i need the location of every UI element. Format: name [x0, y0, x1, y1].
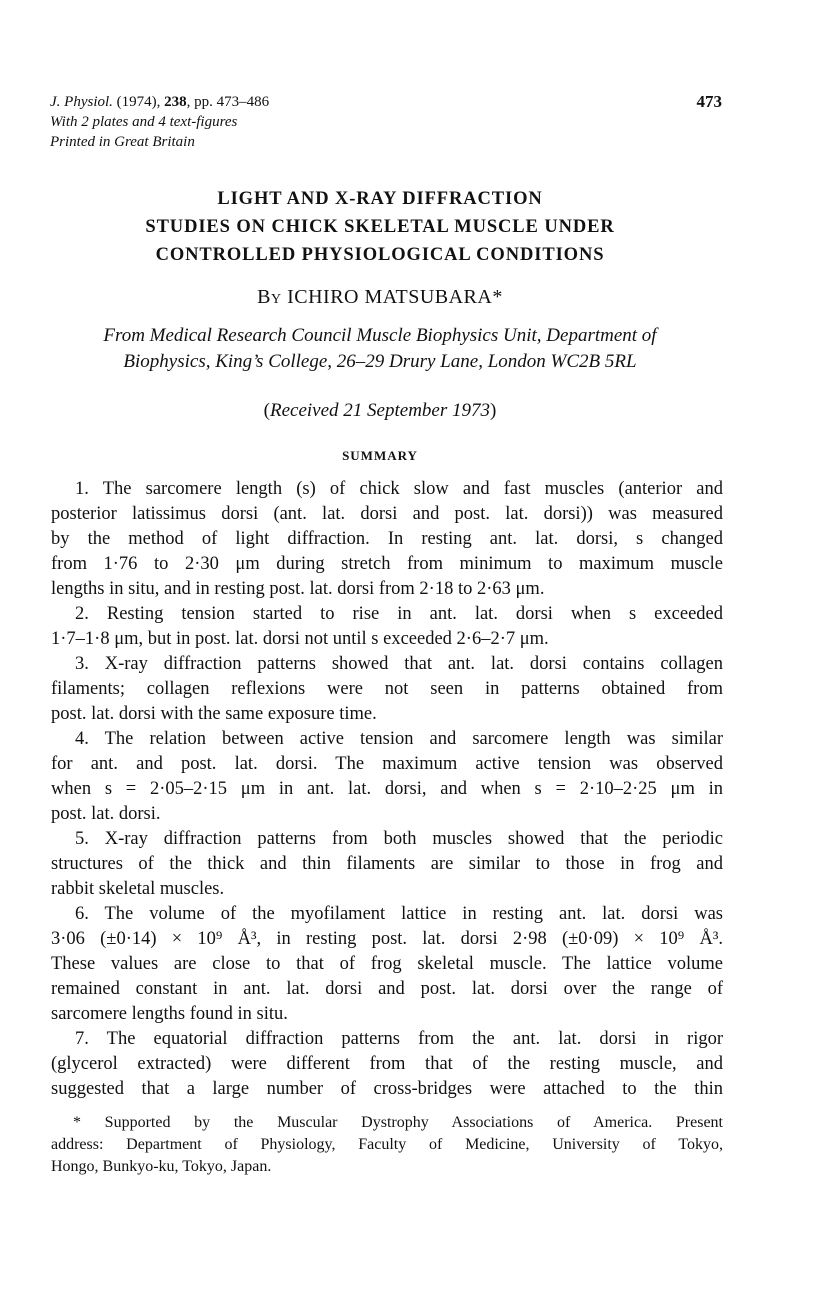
summary-line: These values are close to that of frog skeletal muscle. The lattice volume: [51, 954, 723, 974]
summary-line: 4. The relation between active tension and sarcomere length was similar: [75, 729, 723, 749]
summary-line: rabbit skeletal muscles.: [51, 879, 225, 899]
summary-line: for ant. and post. lat. dorsi. The maximum active tension was observed: [51, 754, 723, 774]
summary-line: posterior latissimus dorsi (ant. lat. dorsi and post. lat. dorsi)) was measured: [51, 504, 723, 524]
author-name: ICHIRO MATSUBARA*: [281, 286, 503, 308]
summary-line: 1. The sarcomere length (s) of chick slow and fast muscles (anterior and: [75, 479, 723, 499]
journal-pages: , pp. 473–486: [186, 94, 270, 110]
summary-line: suggested that a large number of cross-bridges were attached to the thin: [51, 1079, 723, 1099]
summary-line: by the method of light diffraction. In resting ant. lat. dorsi, s changed: [51, 529, 723, 549]
summary-line: structures of the thick and thin filaments are similar to those in frog and: [51, 854, 723, 874]
page-number: 473: [696, 92, 722, 111]
summary-line: 6. The volume of the myofilament lattice in resting ant. lat. dorsi was: [75, 904, 723, 924]
summary-line: 7. The equatorial diffraction patterns from the ant. lat. dorsi in rigor: [75, 1029, 723, 1049]
author-byline: [60, 286, 700, 309]
affiliation-line: Biophysics, King’s College, 26–29 Drury Lane, London WC2B 5RL: [123, 351, 637, 372]
footnote-line: * Supported by the Muscular Dystrophy Associations of America. Present: [73, 1114, 723, 1131]
journal-abbrev: J. Physiol.: [50, 94, 113, 110]
summary-heading: SUMMARY: [342, 448, 418, 463]
printed-line: Printed in Great Britain: [50, 134, 195, 150]
summary-line: 3. X-ray diffraction patterns showed that ant. lat. dorsi contains collagen: [75, 654, 723, 674]
summary-line: 2. Resting tension started to rise in ant. lat. dorsi when s exceeded: [75, 604, 723, 624]
article-title: [60, 185, 700, 269]
summary-line: sarcomere lengths found in situ.: [51, 1004, 288, 1024]
citation-line: [50, 92, 610, 112]
footnote-line: Hongo, Bunkyo-ku, Tokyo, Japan.: [51, 1158, 272, 1175]
summary-line: lengths in situ, and in resting post. lat. dorsi from 2·18 to 2·63 μm.: [51, 579, 545, 599]
summary-line: from 1·76 to 2·30 μm during stretch from minimum to maximum muscle: [51, 554, 723, 574]
summary-body: [51, 477, 723, 1102]
journal-year: (1974),: [112, 94, 165, 110]
footnote: [51, 1112, 723, 1178]
summary-line: remained constant in ant. lat. dorsi and post. lat. dorsi over the range of: [51, 979, 723, 999]
title-line: CONTROLLED PHYSIOLOGICAL CONDITIONS: [155, 245, 605, 265]
title-line: LIGHT AND X-RAY DIFFRACTION: [217, 189, 543, 209]
summary-line: 5. X-ray diffraction patterns from both muscles showed that the periodic: [75, 829, 723, 849]
affiliation-line: From Medical Research Council Muscle Biophysics Unit, Department of: [103, 325, 657, 346]
summary-line: when s = 2·05–2·15 μm in ant. lat. dorsi, and when s = 2·10–2·25 μm in: [51, 779, 723, 799]
plates-line: With 2 plates and 4 text-figures: [50, 114, 238, 130]
by-prefix: By: [257, 286, 282, 308]
footnote-line: address: Department of Physiology, Faculty of Medicine, University of Tokyo,: [51, 1136, 723, 1153]
summary-line: filaments; collagen reflexions were not seen in patterns obtained from: [51, 679, 723, 699]
summary-line: post. lat. dorsi with the same exposure time.: [51, 704, 377, 724]
summary-line: 3·06 (±0·14) × 10⁹ Å³, in resting post. lat. dorsi 2·98 (±0·09) × 10⁹ Å³.: [51, 929, 723, 949]
summary-line: (glycerol extracted) were different from that of the resting muscle, and: [51, 1054, 723, 1074]
received-date: (Received 21 September 1973): [263, 400, 497, 421]
summary-line: post. lat. dorsi.: [51, 804, 161, 824]
journal-volume: 238: [164, 94, 187, 110]
summary-line: 1·7–1·8 μm, but in post. lat. dorsi not until s exceeded 2·6–2·7 μm.: [51, 629, 549, 649]
received-text: Received 21 September 1973: [270, 400, 490, 421]
title-line: STUDIES ON CHICK SKELETAL MUSCLE UNDER: [145, 217, 615, 237]
author-affiliation: [60, 323, 700, 375]
journal-citation: [50, 92, 610, 152]
